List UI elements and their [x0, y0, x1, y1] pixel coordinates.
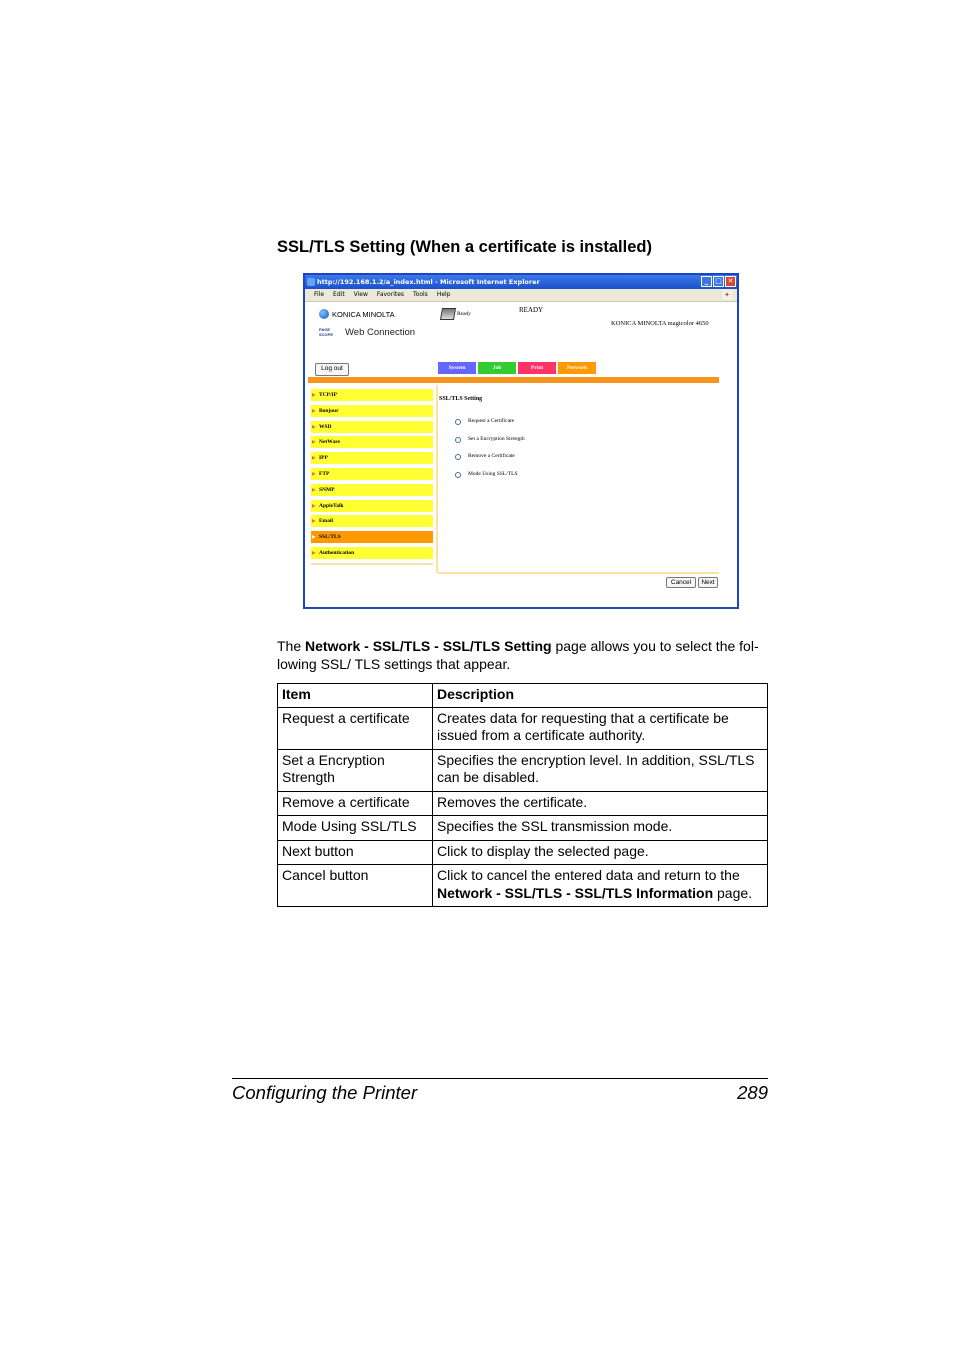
tab-job[interactable]: Job: [478, 362, 516, 374]
cell-text-pre: Click to cancel the entered data and return to the: [437, 867, 740, 883]
menu-file[interactable]: File: [314, 291, 325, 298]
brand-text: KONICA MINOLTA: [332, 309, 395, 319]
sidebar-item-authentication[interactable]: ▶ Authentication: [311, 547, 433, 559]
radio-button[interactable]: [455, 472, 461, 478]
status-ready: READY: [519, 306, 544, 314]
cell-item: Next button: [278, 840, 433, 865]
option-remove-certificate[interactable]: [455, 453, 525, 471]
cell-description: Specifies the encryption level. In addition, SSL/TLS can be disabled.: [433, 749, 768, 791]
table-row: [278, 865, 768, 907]
cell-text-post: page.: [713, 884, 753, 901]
table-header-row: [278, 684, 768, 708]
tab-network[interactable]: Network: [558, 362, 596, 374]
column-header-description: Description: [433, 684, 768, 708]
table-row: [278, 840, 768, 865]
next-button[interactable]: Next: [698, 577, 718, 588]
para-text-post: page allows you to select the fol-lowing SSL/ TLS settings that appear.: [277, 638, 759, 672]
cell-item: Remove a certificate: [278, 791, 433, 816]
windows-logo-icon: ✦: [722, 290, 732, 300]
option-label: Set a Encryption Strength: [468, 435, 525, 442]
cell-item: Cancel button: [278, 865, 433, 907]
sidebar-item-wsd[interactable]: ▶ WSD: [311, 421, 433, 433]
radio-button[interactable]: [455, 437, 461, 443]
ie-icon: [307, 278, 315, 286]
cell-description: Removes the certificate.: [433, 791, 768, 816]
sidebar-bottom-rule: [311, 563, 433, 565]
content-divider: [436, 385, 438, 573]
option-label: Request a Certificate: [468, 418, 515, 424]
cell-description: [433, 865, 768, 907]
description-paragraph: [277, 637, 769, 673]
maximize-icon[interactable]: □: [713, 276, 724, 287]
footer-chapter: Configuring the Printer: [232, 1082, 418, 1103]
table-row: [278, 816, 768, 841]
section-heading: SSL/TLS Setting (When a certificate is installed): [277, 238, 652, 256]
menu-favorites[interactable]: Favorites: [376, 291, 405, 298]
option-label: Remove a Certificate: [468, 453, 515, 459]
printer-model: KONICA MINOLTA magicolor 4650: [611, 320, 709, 327]
radio-button[interactable]: [455, 419, 461, 425]
pagescope-text: PAGE SCOPE: [319, 327, 334, 337]
window-title: http://192.168.1.2/a_index.html - Microsoft Internet Explorer: [317, 278, 540, 286]
menu-edit[interactable]: Edit: [333, 291, 345, 298]
cancel-button[interactable]: Cancel: [666, 577, 696, 588]
pagescope-logo: [319, 327, 415, 338]
sidebar-item-appletalk[interactable]: ▶ AppleTalk: [311, 500, 433, 512]
browser-window: [303, 273, 739, 609]
minimize-icon[interactable]: _: [701, 276, 712, 287]
cell-text-bold: Network - SSL/TLS - SSL/TLS Information: [437, 884, 714, 901]
tab-system[interactable]: System: [438, 362, 476, 374]
globe-icon: [319, 309, 329, 319]
cell-item: Mode Using SSL/TLS: [278, 816, 433, 841]
menu-view[interactable]: View: [353, 291, 368, 298]
sidebar-item-snmp[interactable]: ▶ SNMP: [311, 484, 433, 496]
sidebar-item-tcpip[interactable]: ▶ TCP/IP: [311, 389, 433, 401]
tab-print[interactable]: Print: [518, 362, 556, 374]
header-divider: [308, 377, 719, 383]
option-label: Mode Using SSL/TLS: [468, 470, 518, 477]
cell-item: Set a Encryption Strength: [278, 749, 433, 791]
sidebar-nav: [311, 389, 433, 563]
cell-description: Creates data for requesting that a certificate be issued from a certificate authority.: [433, 707, 768, 749]
window-titlebar: [305, 275, 737, 289]
status-small: Ready: [457, 311, 472, 317]
para-text-bold: Network - SSL/TLS - SSL/TLS Setting: [305, 638, 552, 654]
sidebar-item-netware[interactable]: ▶ NetWare: [311, 436, 433, 448]
table-row: [278, 749, 768, 791]
page-number: 289: [737, 1082, 768, 1103]
main-tabs: [438, 362, 596, 374]
settings-table: [277, 683, 768, 907]
content-title: SSL/TLS Setting: [439, 396, 483, 402]
logout-button[interactable]: Log out: [315, 363, 349, 376]
column-header-item: Item: [278, 684, 433, 708]
content-bottom-rule: [438, 572, 719, 574]
menu-help[interactable]: Help: [436, 291, 451, 298]
sidebar-item-ipp[interactable]: ▶ IPP: [311, 452, 433, 464]
cell-description: Click to display the selected page.: [433, 840, 768, 865]
cell-item: Request a certificate: [278, 707, 433, 749]
web-connection-text: Web Connection: [345, 327, 416, 338]
menu-tools[interactable]: Tools: [413, 291, 428, 298]
sidebar-item-ftp[interactable]: ▶ FTP: [311, 468, 433, 480]
table-row: [278, 791, 768, 816]
brand-logo: [319, 309, 395, 319]
menu-bar: [305, 289, 737, 302]
option-request-certificate[interactable]: [455, 418, 525, 436]
printer-icon: [440, 308, 456, 320]
table-row: [278, 707, 768, 749]
sidebar-item-bonjour[interactable]: ▶ Bonjour: [311, 405, 433, 417]
option-list: [455, 418, 525, 488]
cell-description: Specifies the SSL transmission mode.: [433, 816, 768, 841]
option-encryption-strength[interactable]: [455, 436, 525, 454]
radio-button[interactable]: [455, 454, 461, 460]
sidebar-item-ssltls[interactable]: ▶ SSL/TLS: [311, 531, 433, 543]
close-icon[interactable]: ✕: [725, 276, 736, 287]
para-text-pre: The: [277, 638, 306, 654]
footer-rule: [232, 1078, 768, 1079]
sidebar-item-email[interactable]: ▶ Email: [311, 515, 433, 527]
option-mode-ssltls[interactable]: [455, 471, 525, 489]
